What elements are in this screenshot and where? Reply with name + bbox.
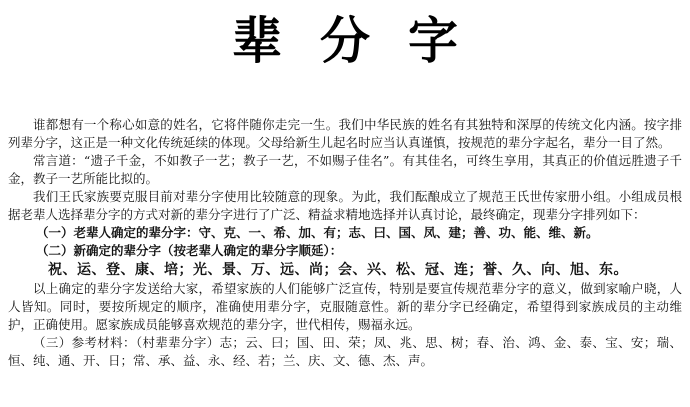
reference-paragraph: （三）参考材料：（村辈辈分字）志；云、曰；国、田、荣；凤、兆、思、树；春、治、鸿、金、泰、宝、安；瑞、恒、纯、通、开、日；常、承、益、永、经、若；兰、庆、文、德、杰、声。 xyxy=(8,335,682,368)
page-title: 辈分字 xyxy=(232,11,496,70)
new-generation-list: 祝、运、登、康、培；光、景、万、远、尚；会、兴、松、冠、连；誉、久、向、旭、东。 xyxy=(48,262,628,278)
document-body xyxy=(8,116,682,370)
intro-paragraph: 谁都想有一个称心如意的姓名，它将伴随你走完一生。我们中华民族的姓名有其独特和深厚的传统文化内涵。按字排列辈分字，这正是一种文化传统延续的体现。父母给新生儿起名时应当认真谨慎，按规范的辈分字起名，辈分一目了然。 xyxy=(8,117,682,150)
old-generation-list: （一）老辈人确定的辈分字：守、克、一、希、加、有；志、曰、国、凤、建；善、功、能、维、新。 xyxy=(36,225,599,240)
family-paragraph: 我们王氏家族要克服目前对辈分字使用比较随意的现象。为此，我们酝酿成立了规范王氏世传家册小组。小组成员根据老辈人选择辈分字的方式对新的辈分字进行了广泛、精益求精地选择并认真讨论，最终确定，现辈分字排列如下： xyxy=(8,189,682,222)
closing-paragraph: 以上确定的辈分字发送给大家，希望家族的人们能够广泛宣传，特别是要宣传规范辈分字的意义，做到家喻户晓，人人皆知。同时，要按所规定的顺序，准确使用辈分字，克服随意性。新的辈分字已经确定，希望得到家族成员的主动维护，正确使用。愿家族成员能够喜欢规范的辈分字，世代相传，赐福永远。 xyxy=(8,281,682,332)
saying-paragraph: 常言道：“遗子千金，不如教子一艺；教子一艺，不如赐子佳名”。有其佳名，可终生享用，其真正的价值远胜遗子千金，教子一艺所能比拟的。 xyxy=(8,153,682,186)
new-generation-heading: （二）新确定的辈分字（按老辈人确定的辈分字顺延）： xyxy=(36,243,343,258)
